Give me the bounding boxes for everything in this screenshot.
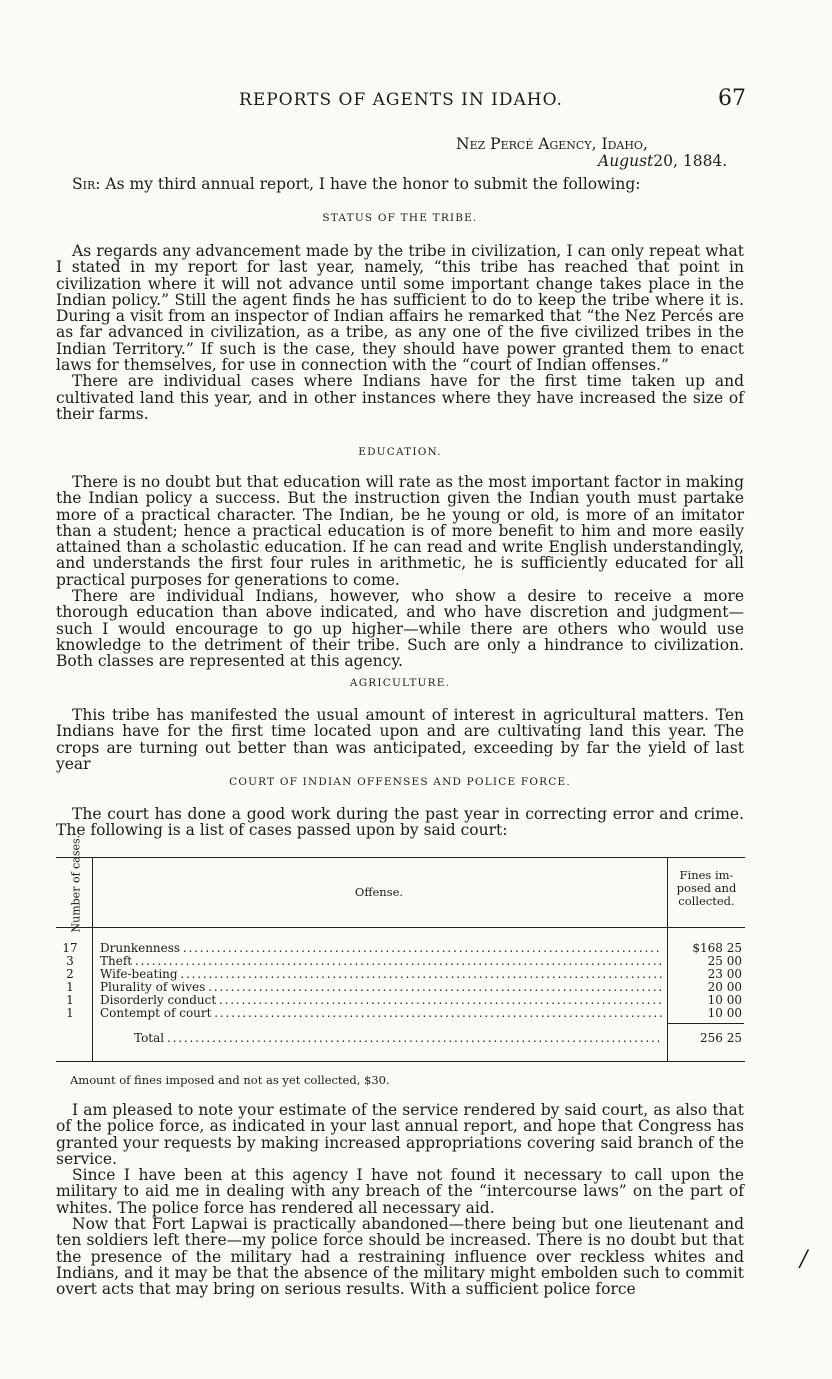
row-fine: $168 25 bbox=[692, 941, 742, 955]
heading-agriculture: AGRICULTURE. bbox=[349, 677, 451, 689]
table-header-rule bbox=[56, 927, 745, 928]
table-row bbox=[56, 967, 745, 980]
education-paragraph-2: There are individual Indians, however, who show a desire to receive a more thorough education than above indicated, and who have discretion and judgment—such I would encourage to go up higher—while there are others who would use knowledge to the detriment of their tribe. Such are only a hindrance to civilization. Both classes are represented at this agency. bbox=[56, 587, 744, 671]
margin-mark: / bbox=[800, 1247, 808, 1272]
total-label: Total . . . bbox=[134, 1031, 662, 1045]
status-paragraph-1: As regards any advancement made by the tribe in civilization, I can only repeat what I stated in my report for last year, namely, “this tribe has reached that point in civilization where it will not advance until some important change takes place in the Indian policy.” Still the agent finds he has sufficient to do to keep the tribe where it is. During a visit from an inspector of Indian affairs he remarked that “the Nez Percés are as far advanced in civilization, as a tribe, as any one of the five civilized tribes in the Indian Territory.” If such is the case, they should have power granted them to enact laws for themselves, for use in connection with the “court of Indian offenses.” bbox=[56, 242, 744, 375]
column-header-number-label: Number of cases. bbox=[69, 834, 83, 933]
row-offense: Plurality of wives . . . bbox=[100, 980, 662, 994]
column-header-fines-line-2: posed and bbox=[676, 881, 737, 895]
total-rule bbox=[668, 1023, 744, 1024]
row-offense: Disorderly conduct . . . bbox=[100, 993, 662, 1007]
salutation bbox=[56, 176, 744, 192]
closing-paragraph-3: Now that Fort Lapwai is practically abandoned—there being but one lieutenant and ten soldiers left there—my police force should be increased. There is no doubt but that the presence of the military had a restraining influence over reckless whites and Indians, and it may be that the absence of the military might embolden such to commit overt acts that may bring on serious results. With a sufficient police force bbox=[56, 1215, 744, 1299]
row-fine: 10 00 bbox=[707, 1006, 742, 1020]
row-offense: Wife-beating . . . bbox=[100, 967, 662, 981]
table-row bbox=[56, 941, 745, 954]
salutation-text: As my third annual report, I have the honor to submit the following: bbox=[105, 175, 641, 193]
closing-paragraph-1: I am pleased to note your estimate of the service rendered by said court, as also that of the police force, as indicated in your last annual report, and hope that Congress has granted your requests by making increased appropriations covering said branch of the service. bbox=[56, 1101, 744, 1168]
letter-place: Nez Percé Agency, Idaho, bbox=[456, 135, 648, 153]
row-number: 1 bbox=[66, 1006, 74, 1020]
total-value: 256 25 bbox=[700, 1031, 742, 1045]
running-title: REPORTS OF AGENTS IN IDAHO. bbox=[239, 90, 563, 110]
section-court bbox=[56, 806, 744, 839]
table-row bbox=[56, 980, 745, 993]
heading-court: COURT OF INDIAN OFFENSES AND POLICE FORCE. bbox=[229, 776, 571, 788]
agriculture-paragraph-1: This tribe has manifested the usual amount of interest in agricultural matters. Ten Indians have for the first time located upon and are cultivating land this year. The crops are turning out better than was anticipated, exceeding by far the yield of last year bbox=[56, 706, 744, 773]
row-offense: Drunkenness . . . bbox=[100, 941, 662, 955]
page-number: 67 bbox=[718, 86, 746, 111]
date-month: August bbox=[598, 152, 654, 170]
column-header-fines bbox=[668, 869, 745, 908]
column-header-number bbox=[56, 834, 90, 933]
table-row bbox=[56, 993, 745, 1006]
column-header-fines-line-3: collected. bbox=[678, 894, 735, 908]
row-fine: 20 00 bbox=[707, 980, 742, 994]
closing-paragraph-2: Since I have been at this agency I have not found it necessary to call upon the military to aid me in dealing with any breach of the “intercourse laws” on the part of whites. The police force has rendered all necessary aid. bbox=[56, 1166, 744, 1217]
court-paragraph-1: The court has done a good work during the past year in correcting error and crime. The following is a list of cases passed upon by said court: bbox=[56, 805, 744, 840]
table-total-row bbox=[56, 1031, 745, 1044]
offenses-table bbox=[56, 834, 745, 1062]
letter-date bbox=[598, 152, 727, 170]
table-top-rule bbox=[56, 857, 745, 858]
row-number: 2 bbox=[66, 967, 74, 981]
row-fine: 10 00 bbox=[707, 993, 742, 1007]
row-number: 3 bbox=[66, 954, 74, 968]
section-closing bbox=[56, 1102, 744, 1298]
row-number: 17 bbox=[62, 941, 78, 955]
running-header bbox=[56, 86, 746, 116]
section-agriculture bbox=[56, 707, 744, 772]
fines-note: Amount of fines imposed and not as yet collected, $30. bbox=[70, 1073, 390, 1087]
salutation-label: Sir: bbox=[72, 175, 101, 193]
table-bottom-rule bbox=[56, 1061, 745, 1062]
date-rest: 20, 1884. bbox=[653, 152, 728, 170]
column-header-fines-line-1: Fines im- bbox=[679, 868, 734, 882]
row-offense: Theft . . . bbox=[100, 954, 662, 968]
table-row bbox=[56, 954, 745, 967]
row-number: 1 bbox=[66, 993, 74, 1007]
status-paragraph-2: There are individual cases where Indians have for the first time taken up and cultivated land this year, and in other instances where they have increased the size of their farms. bbox=[56, 372, 744, 423]
row-fine: 23 00 bbox=[707, 967, 742, 981]
education-paragraph-1: There is no doubt but that education will rate as the most important factor in making the Indian policy a success. But the instruction given the Indian youth must partake more of a practical character. The Indian, be he young or old, is more of an imitator than a student; hence a practical education is of more benefit to him and more easily attained than a scholastic education. If he can read and write English understandingly, and understands the first four rules in arithmetic, he is sufficiently educated for all practical purposes for generations to come. bbox=[56, 473, 744, 589]
heading-status: STATUS OF THE TRIBE. bbox=[322, 212, 478, 224]
row-fine: 25 00 bbox=[707, 954, 742, 968]
table-row bbox=[56, 1006, 745, 1019]
section-status bbox=[56, 243, 744, 422]
row-number: 1 bbox=[66, 980, 74, 994]
heading-education: EDUCATION. bbox=[358, 446, 442, 458]
row-offense: Contempt of court . . . bbox=[100, 1006, 662, 1020]
column-header-offense: Offense. bbox=[354, 885, 404, 899]
section-education bbox=[56, 474, 744, 670]
